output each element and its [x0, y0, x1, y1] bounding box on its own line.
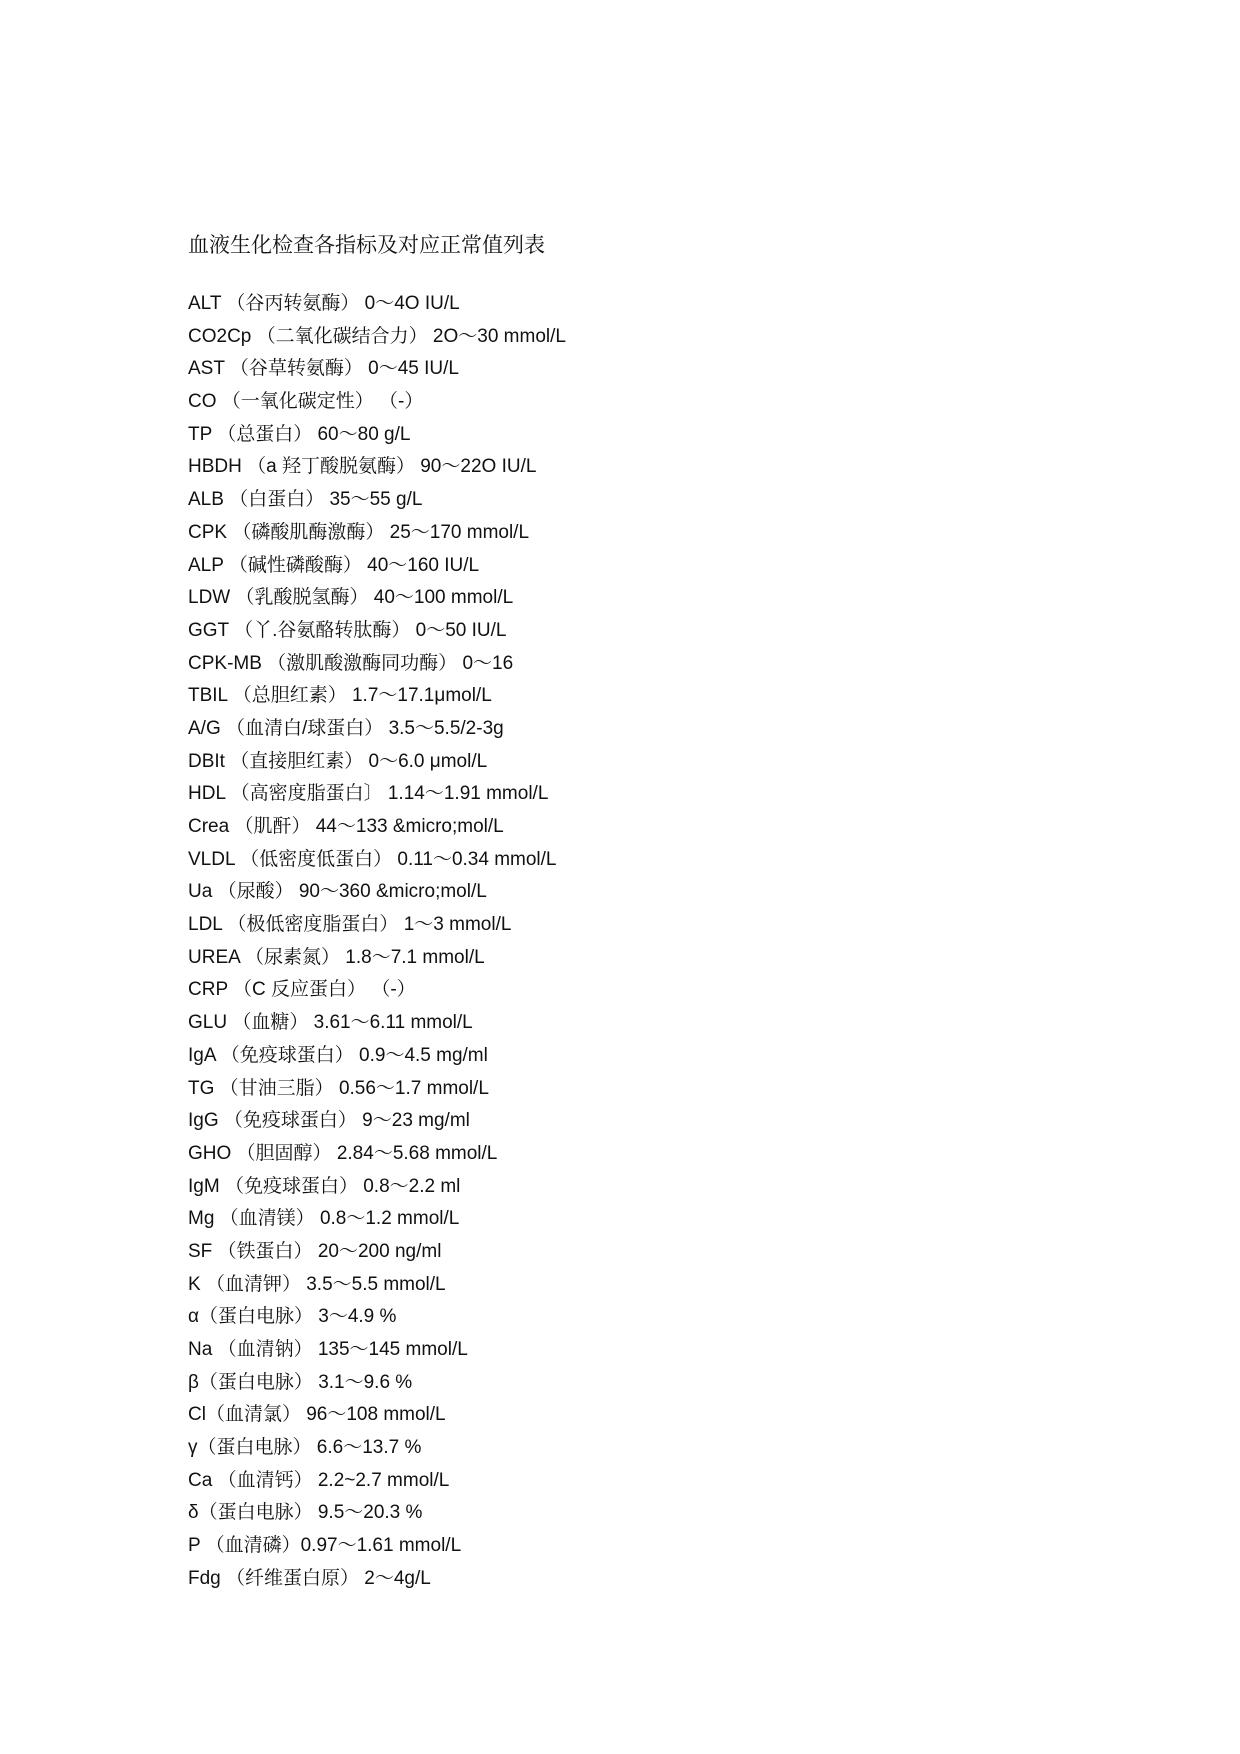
list-item: CPK-MB （激肌酸激酶同功酶） 0～16	[188, 652, 514, 674]
list-item: Crea （肌酐） 44～133 &micro;mol/L	[188, 816, 504, 837]
list-item: Mg （血清镁） 0.8～1.2 mmol/L	[188, 1208, 460, 1230]
list-item: LDW （乳酸脱氢酶） 40～100 mmol/L	[188, 587, 514, 609]
list-item: ALB （白蛋白） 35～55 g/L	[188, 489, 423, 511]
list-item: β（蛋白电脉） 3.1～9.6 %	[188, 1371, 413, 1393]
list-item: SF （铁蛋白） 20～200 ng/ml	[188, 1240, 442, 1262]
list-item: K （血清钾） 3.5～5.5 mmol/L	[188, 1273, 446, 1295]
list-item: A/G （血清白/球蛋白） 3.5～5.5/2-3g	[188, 717, 504, 739]
list-item: α（蛋白电脉） 3～4.9 %	[188, 1306, 397, 1328]
list-item: Ca （血清钙） 2.2~2.7 mmol/L	[188, 1469, 450, 1491]
list-item: ALP （碱性磷酸酶） 40～160 IU/L	[188, 554, 480, 576]
list-item: VLDL （低密度低蛋白） 0.11～0.34 mmol/L	[188, 848, 557, 870]
list-item: δ（蛋白电脉） 9.5～20.3 %	[188, 1502, 423, 1524]
list-item: IgA （免疫球蛋白） 0.9～4.5 mg/ml	[188, 1044, 488, 1066]
list-item: UREA （尿素氮） 1.8～7.1 mmol/L	[188, 946, 485, 968]
list-item: TG （甘油三脂） 0.56～1.7 mmol/L	[188, 1077, 489, 1099]
reference-value-list	[188, 288, 1088, 1596]
list-item: γ（蛋白电脉） 6.6～13.7 %	[188, 1437, 422, 1459]
list-item: CRP （C 反应蛋白） （-）	[188, 979, 416, 1001]
list-item: IgM （免疫球蛋白） 0.8～2.2 ml	[188, 1175, 461, 1197]
list-item: CO （一氧化碳定性） （-）	[188, 391, 424, 413]
list-item: Na （血清钠） 135～145 mmol/L	[188, 1339, 468, 1360]
list-item: TP （总蛋白） 60～80 g/L	[188, 423, 411, 445]
list-item: GLU （血糖） 3.61～6.11 mmol/L	[188, 1012, 473, 1034]
list-item: GHO （胆固醇） 2.84～5.68 mmol/L	[188, 1142, 498, 1164]
list-item: CPK （磷酸肌酶激酶） 25～170 mmol/L	[188, 521, 530, 543]
list-item: CO2Cp （二氧化碳结合力） 2O～30 mmol/L	[188, 325, 566, 347]
list-item: Ua （尿酸） 90～360 &micro;mol/L	[188, 881, 487, 903]
list-item: Fdg （纤维蛋白原） 2～4g/L	[188, 1567, 431, 1589]
list-item: IgG （免疫球蛋白） 9～23 mg/ml	[188, 1110, 470, 1132]
list-item: HDL （高密度脂蛋白〕 1.14～1.91 mmol/L	[188, 783, 549, 805]
list-item: GGT （丫.谷氨酪转肽酶） 0～50 IU/L	[188, 619, 507, 641]
list-item: ALT （谷丙转氨酶） 0～4O IU/L	[188, 293, 460, 314]
document-body	[188, 230, 1088, 1596]
list-item: AST （谷草转氨酶） 0～45 IU/L	[188, 358, 459, 380]
list-item: P （血清磷）0.97～1.61 mmol/L	[188, 1535, 462, 1557]
list-item: TBIL （总胆红素） 1.7～17.1μmol/L	[188, 685, 492, 707]
list-item: Cl（血清氯） 96～108 mmol/L	[188, 1404, 446, 1426]
list-item: DBIt （直接胆红素） 0～6.0 μmol/L	[188, 750, 488, 772]
list-item: LDL （极低密度脂蛋白） 1～3 mmol/L	[188, 914, 512, 936]
list-item: HBDH （a 羟丁酸脱氨酶） 90～22O IU/L	[188, 456, 537, 478]
document-title: 血液生化检查各指标及对应正常值列表	[188, 234, 545, 257]
